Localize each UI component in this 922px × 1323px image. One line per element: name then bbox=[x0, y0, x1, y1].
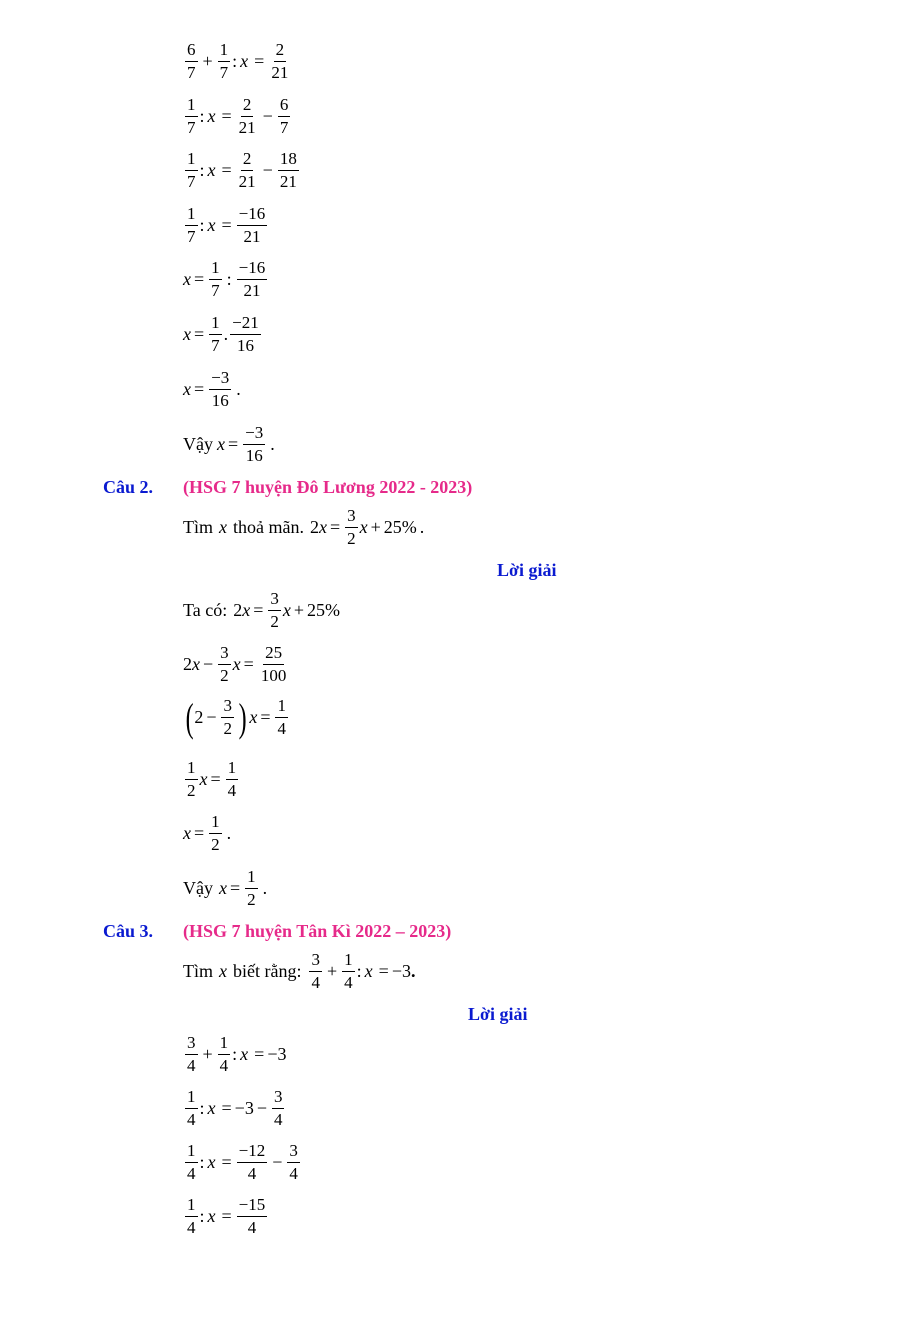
fraction: $\frac{3}{4}$ bbox=[289, 1141, 298, 1184]
fraction: $\frac{3}{2}$ bbox=[223, 696, 232, 739]
equation-line: $\frac{1}{7}$ : x = $\frac{-16}{21}$ bbox=[187, 204, 266, 247]
fraction: $\frac{2}{21}$ bbox=[238, 149, 256, 192]
question-label: Câu 2. bbox=[103, 477, 154, 497]
equation-line: x = $\frac{1}{2}$ . bbox=[183, 812, 232, 855]
fraction: $\frac{3}{2}$ bbox=[220, 643, 229, 686]
fraction: $\frac{1}{4}$ bbox=[219, 1033, 229, 1076]
solution-title: Lời giải bbox=[468, 1004, 528, 1024]
equation-line: Ta có: 2 x = $\frac{3}{2}$ x + 25% bbox=[183, 589, 341, 632]
fraction: $\frac{3}{2}$ bbox=[270, 589, 279, 632]
fraction: $\frac{1}{4}$ bbox=[187, 1195, 196, 1238]
equation-line: x = $\frac{1}{7}$ . $\frac{-21}{16}$ bbox=[183, 313, 259, 356]
fraction: $\frac{1}{7}$ bbox=[219, 40, 229, 83]
equation-line: $\frac{1}{4}$ : x = $\frac{-15}{4}$ bbox=[187, 1195, 266, 1238]
fraction: $\frac{1}{7}$ bbox=[187, 95, 196, 138]
equation-line: x = $\frac{-3}{16}$ . bbox=[183, 368, 241, 411]
equation-line: $\frac{3}{4}$ + $\frac{1}{4}$ : x = −3 bbox=[187, 1033, 287, 1076]
fraction: $\frac{1}{2}$ bbox=[187, 758, 196, 801]
fraction: $\frac{3}{4}$ bbox=[311, 950, 320, 993]
question-source: (HSG 7 huyện Tân Kì 2022 – 2023) bbox=[183, 921, 452, 941]
equation-line: $\frac{1}{2}$ x = $\frac{1}{4}$ bbox=[187, 758, 237, 801]
equation-line: x = $\frac{1}{7}$ : $\frac{-16}{21}$ bbox=[183, 258, 266, 301]
equation-line: ( 2 − $\frac{3}{2}$ ) x = $\frac{1}{4}$ bbox=[185, 694, 286, 740]
fraction: $\frac{-21}{16}$ bbox=[232, 313, 259, 356]
question-source: (HSG 7 huyện Đô Lương 2022 - 2023) bbox=[183, 477, 473, 497]
fraction: $\frac{1}{4}$ bbox=[187, 1087, 196, 1130]
fraction: $\frac{6}{7}$ bbox=[279, 95, 289, 138]
equation-line: 2 x − $\frac{3}{2}$ x = $\frac{25}{100}$ bbox=[183, 643, 287, 686]
fraction: $\frac{18}{21}$ bbox=[279, 149, 297, 192]
fraction: $\frac{3}{4}$ bbox=[273, 1087, 283, 1130]
fraction: $\frac{1}{4}$ bbox=[227, 758, 237, 801]
question-statement: Tìm x thoả mãn. 2 x = $\frac{3}{2}$ x + 25% . bbox=[183, 506, 425, 549]
equation-line: $\frac{1}{4}$ : x = −3 − $\frac{3}{4}$ bbox=[187, 1087, 283, 1130]
fraction: $\frac{-3}{16}$ bbox=[245, 423, 264, 466]
fraction: $\frac{-12}{4}$ bbox=[238, 1141, 266, 1184]
fraction: $\frac{25}{100}$ bbox=[260, 643, 287, 686]
fraction: $\frac{-3}{16}$ bbox=[211, 368, 230, 411]
fraction: $\frac{1}{4}$ bbox=[187, 1141, 196, 1184]
fraction: $\frac{-16}{21}$ bbox=[238, 204, 266, 247]
solution-title: Lời giải bbox=[497, 560, 557, 580]
fraction: $\frac{6}{7}$ bbox=[187, 40, 196, 83]
equation-line: $\frac{1}{4}$ : x = $\frac{-12}{4}$ − $\frac{3}{4}$ bbox=[187, 1141, 298, 1184]
fraction: $\frac{3}{4}$ bbox=[187, 1033, 196, 1076]
question-label: Câu 3. bbox=[103, 921, 154, 941]
fraction: $\frac{1}{4}$ bbox=[277, 696, 286, 739]
fraction: $\frac{2}{21}$ bbox=[271, 40, 289, 83]
question-statement: Tìm x biết rằng: $\frac{3}{4}$ + $\frac{1}{4}$ : x = −3 . bbox=[183, 950, 416, 993]
conclusion-line: Vậy x = $\frac{1}{2}$ . bbox=[183, 867, 268, 910]
fraction: $\frac{1}{2}$ bbox=[211, 812, 220, 855]
fraction: $\frac{1}{7}$ bbox=[187, 204, 196, 247]
equation-line: $\frac{6}{7}$ + $\frac{1}{7}$ : x = $\frac{2}{21}$ bbox=[187, 40, 289, 83]
conclusion-line: Vậy x = $\frac{-3}{16}$ . bbox=[183, 423, 275, 466]
equation-line: $\frac{1}{7}$ : x = $\frac{2}{21}$ − $\frac{6}{7}$ bbox=[187, 95, 289, 138]
fraction: $\frac{1}{7}$ bbox=[211, 313, 220, 356]
equation-line: $\frac{1}{7}$ : x = $\frac{2}{21}$ − $\frac{18}{21}$ bbox=[187, 149, 297, 192]
fraction: $\frac{1}{7}$ bbox=[211, 258, 220, 301]
fraction: $\frac{1}{4}$ bbox=[344, 950, 353, 993]
fraction: $\frac{1}{2}$ bbox=[247, 867, 256, 910]
fraction: $\frac{3}{2}$ bbox=[347, 506, 356, 549]
fraction: $\frac{-16}{21}$ bbox=[238, 258, 266, 301]
fraction: $\frac{2}{21}$ bbox=[238, 95, 256, 138]
fraction: $\frac{-15}{4}$ bbox=[238, 1195, 266, 1238]
fraction: $\frac{1}{7}$ bbox=[187, 149, 196, 192]
